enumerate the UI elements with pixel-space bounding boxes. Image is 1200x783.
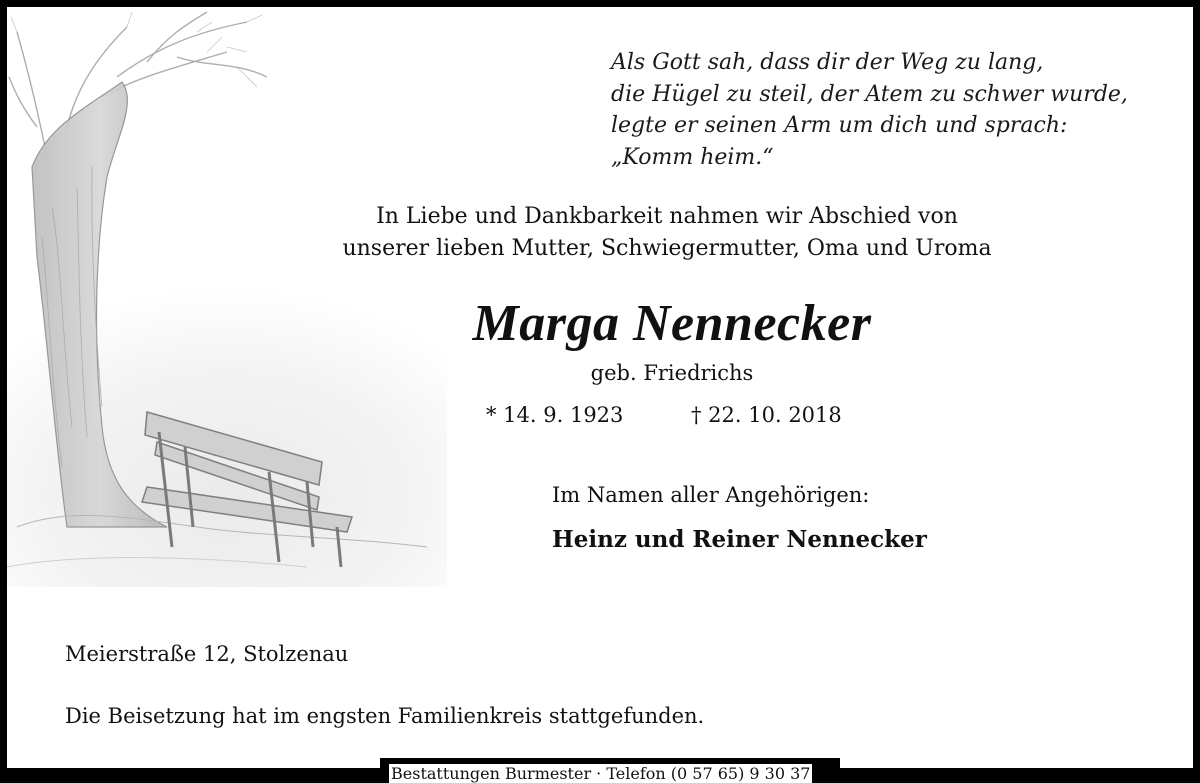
poem-line: Als Gott sah, dass dir der Weg zu lang, xyxy=(611,50,1044,75)
poem-quote xyxy=(611,47,1128,173)
poem-line: die Hügel zu steil, der Atem zu schwer wurde, xyxy=(611,81,1128,107)
intro-line: In Liebe und Dankbarkeit nahmen wir Abschied von xyxy=(376,204,958,229)
obituary-card xyxy=(7,7,1193,768)
death-date: † 22. 10. 2018 xyxy=(691,403,842,427)
poem-line: „Komm heim.“ xyxy=(611,144,774,170)
intro-line: unserer lieben Mutter, Schwiegermutter, Oma und Uroma xyxy=(342,236,992,261)
funeral-home-footer: Bestattungen Burmester · Telefon (0 57 65) 9 30 37 xyxy=(391,764,811,783)
poem-line: legte er seinen Arm um dich und sprach: xyxy=(611,113,1068,138)
burial-note: Die Beisetzung hat im engsten Familienkreis stattgefunden. xyxy=(65,704,705,728)
birth-date: * 14. 9. 1923 xyxy=(486,403,624,427)
farewell-intro xyxy=(327,201,1007,265)
mourners-intro: Im Namen aller Angehörigen: xyxy=(552,483,870,507)
maiden-name: geb. Friedrichs xyxy=(590,361,754,385)
deceased-name: Marga Nennecker xyxy=(472,295,872,352)
address: Meierstraße 12, Stolzenau xyxy=(65,642,349,666)
mourners-names: Heinz und Reiner Nennecker xyxy=(552,526,927,553)
